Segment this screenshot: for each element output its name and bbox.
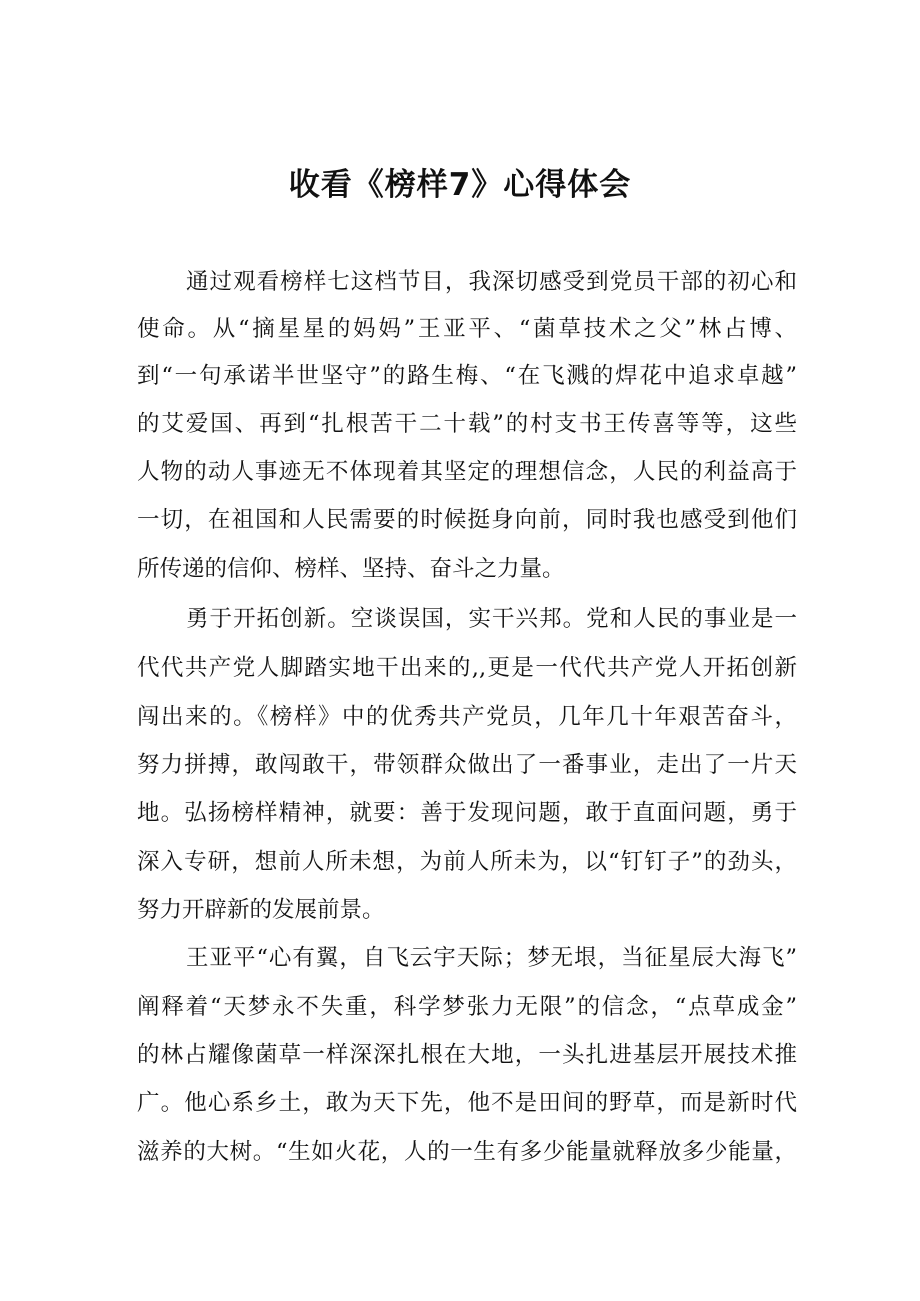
paragraph-2-line-4: 努力拼搏，敢闯敢干，带领群众做出了一番事业，走出了一片天 — [137, 752, 797, 778]
paragraph-1-line-5: 人物的动人事迹无不体现着其坚定的理想信念，人民的利益高于 — [137, 459, 797, 485]
paragraph-3-line-4: 广。他心系乡土，敢为天下先，他不是田间的野草，而是新时代 — [137, 1090, 797, 1116]
paragraph-1-line-4: 的艾爱国、再到“扎根苦干二十载”的村支书王传喜等等，这些 — [137, 411, 797, 437]
paragraph-2-line-6: 深入专研，想前人所未想，为前人所未为，以“钉钉子”的劲头， — [137, 849, 797, 875]
paragraph-3-line-1: 王亚平“心有翼，自飞云宇天际；梦无垠，当征星辰大海飞” — [186, 945, 797, 971]
paragraph-1-line-3: 到“一句承诺半世坚守”的路生梅、“在飞溅的焊花中追求卓越” — [137, 363, 797, 389]
paragraph-3-line-5: 滋养的大树。“生如火花，人的一生有多少能量就释放多少能量， — [137, 1139, 797, 1165]
paragraph-1-line-1: 通过观看榜样七这档节目，我深切感受到党员干部的初心和 — [186, 269, 797, 295]
paragraph-1-line-6: 一切，在祖国和人民需要的时候挺身向前，同时我也感受到他们 — [137, 507, 797, 533]
document-title: 收看《榜样7》心得体会 — [288, 167, 632, 203]
paragraph-2-line-5: 地。弘扬榜样精神，就要：善于发现问题，敢于直面问题，勇于 — [137, 800, 797, 826]
paragraph-2-line-3: 闯出来的。《榜样》中的优秀共产党员，几年几十年艰苦奋斗， — [137, 704, 797, 730]
paragraph-2-line-2: 代代共产党人脚踏实地干出来的,,更是一代代共产党人开拓创新 — [137, 655, 797, 681]
paragraph-3-line-3: 的林占耀像菌草一样深深扎根在大地，一头扎进基层开展技术推 — [137, 1042, 797, 1068]
paragraph-2-line-1: 勇于开拓创新。空谈误国，实干兴邦。党和人民的事业是一 — [186, 606, 797, 632]
paragraph-2-line-7: 努力开辟新的发展前景。 — [137, 897, 385, 923]
paragraph-3-line-2: 阐释着“天梦永不失重，科学梦张力无限”的信念，“点草成金” — [137, 994, 797, 1020]
paragraph-1-line-2: 使命。从“摘星星的妈妈”王亚平、“菌草技术之父”林占博、 — [137, 316, 797, 342]
paragraph-1-line-7: 所传递的信仰、榜样、坚持、奋斗之力量。 — [137, 556, 565, 582]
